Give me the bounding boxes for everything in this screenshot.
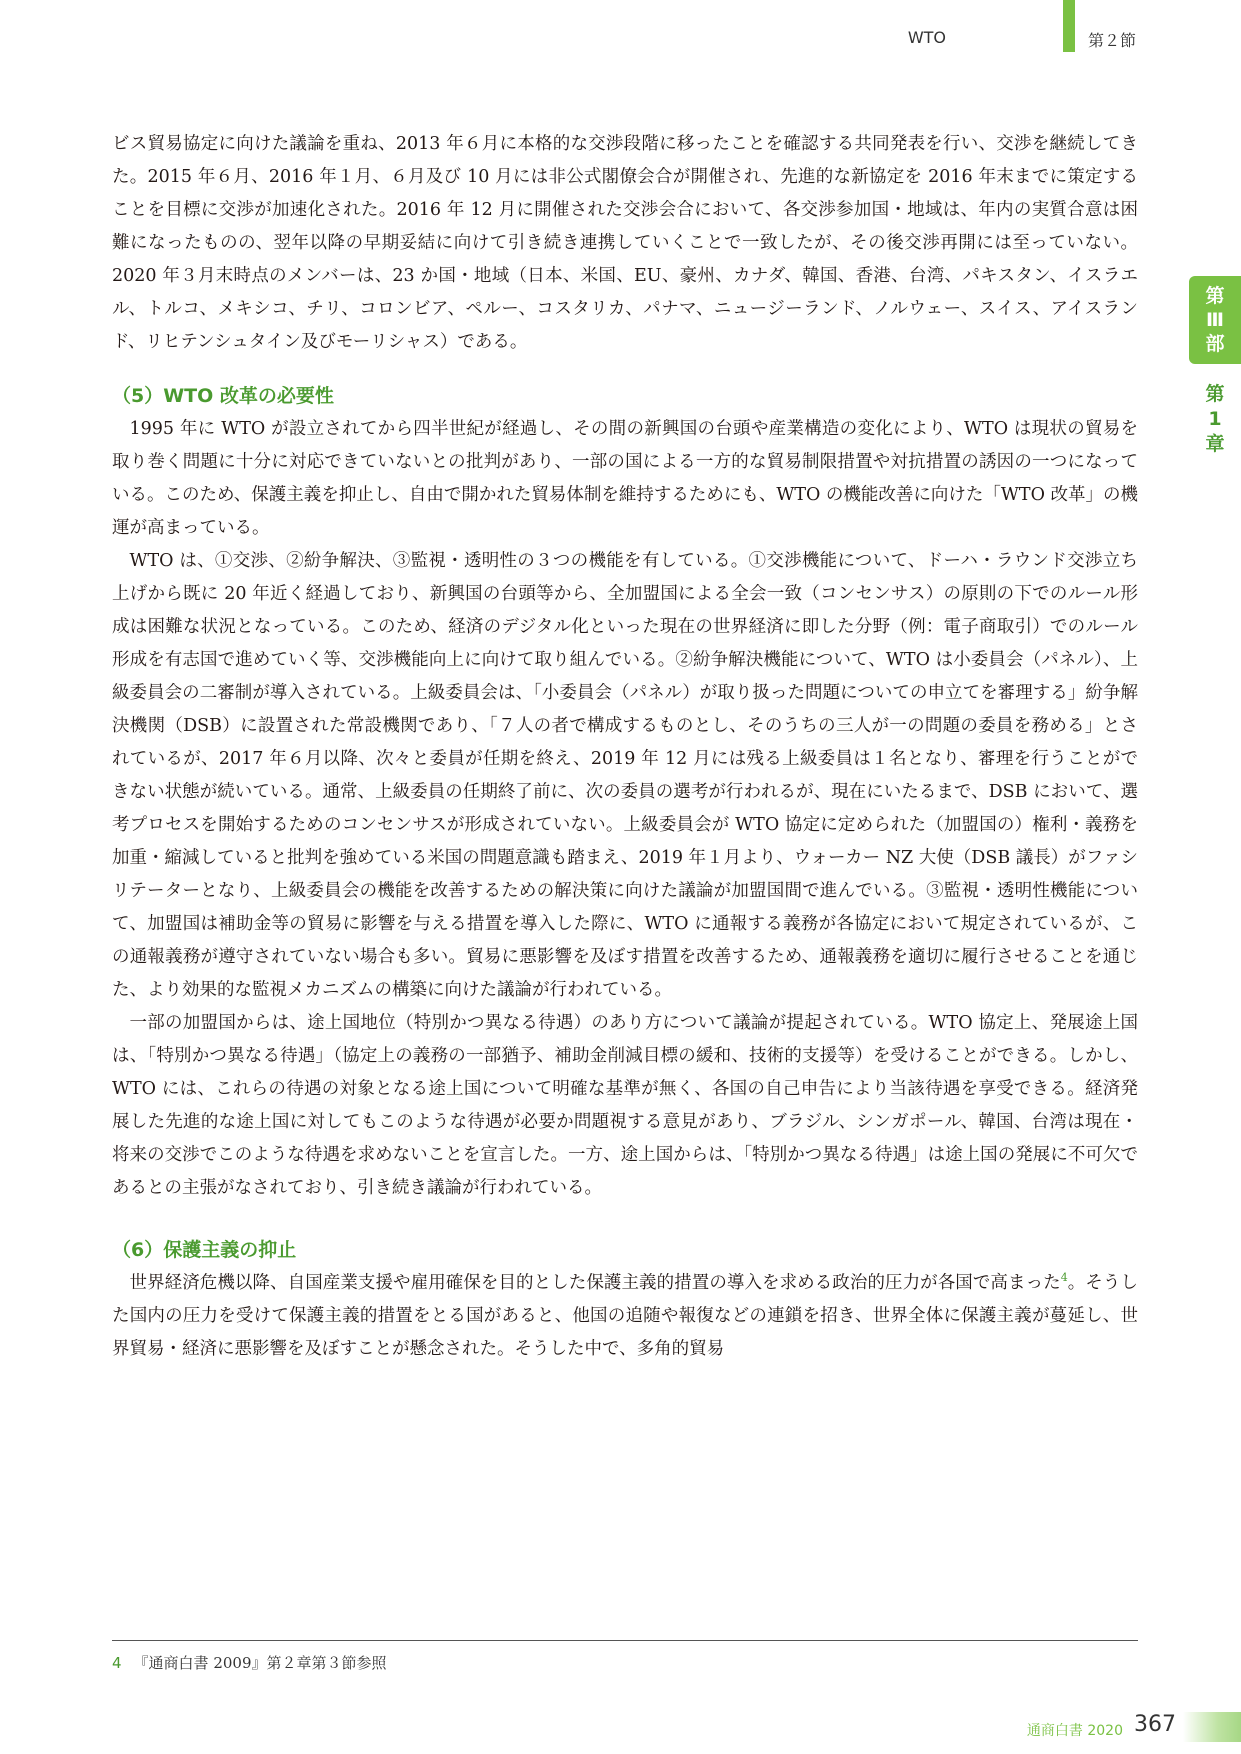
body-paragraph: WTO は、①交渉、②紛争解決、③監視・透明性の３つの機能を有している。①交渉機能について、ドーハ・ラウンド交渉立ち上げから既に 20 年近く経過しており、新興国の台頭等から、全加盟国による全会一致（コンセンサス）の原則の下でのルール形成は困難な状況となっている。このため、経済のデジタル化といった現在の世界経済に即した分野（例：電子商取引）でのルール形成を有志国で進めていく等、交渉機能向上に向けて取り組んでいる。②紛争解決機能について、WTO は小委員会（パネル）、上級委員会の二審制が導入されている。上級委員会は、「小委員会（パネル）が取り扱った問題についての申立てを審理する」紛争解決機関（DSB）に設置された常設機関であり、「７人の者で構成するものとし、そのうちの三人が一の問題の委員を務める」とされているが、2017 年６月以降、次々と委員が任期を終え、2019 年 12 月には残る上級委員は１名となり、審理を行うことができない状態が続いている。通常、上級委員の任期終了前に、次の委員の選考が行われるが、現在にいたるまで、DSB において、選考プロセスを開始するためのコンセンサスが形成されていない。上級委員会が WTO 協定に定められた（加盟国の）権利・義務を加重・縮減していると批判を強めている米国の問題意識も踏まえ、2019 年１月より、ウォーカー NZ 大使（DSB 議長）がファシリテーターとなり、上級委員会の機能を改善するための解決策に向けた議論が加盟国間で進んでいる。③監視・透明性機能について、加盟国は補助金等の貿易に影響を与える措置を導入した際に、WTO に通報する義務が各協定において規定されているが、この通報義務が遵守されていない場合も多い。貿易に悪影響を及ぼす措置を改善するため、通報義務を適切に履行させることを通じた、より効果的な監視メカニズムの構築に向けた議論が行われている。: [112, 551, 1138, 1000]
chapter-label-char: 第: [1205, 383, 1225, 405]
book-title-footer: 通商白書 2020: [1026, 1723, 1123, 1739]
chapter-index-label: [1189, 382, 1241, 457]
footnote-divider: [112, 1640, 1138, 1641]
footnote-reference[interactable]: 4: [1060, 1271, 1068, 1285]
page-number: 367: [1134, 1712, 1176, 1737]
part-index-tab: [1189, 276, 1241, 364]
body-paragraph: ビス貿易協定に向けた議論を重ね、2013 年６月に本格的な交渉段階に移ったことを確認する共同発表を行い、交渉を継続してきた。2015 年６月、2016 年１月、６月及び 10 月には非公式閣僚会合が開催され、先進的な新協定を 2016 年末までに策定することを目標に交渉が加速化された。2016 年 12 月に開催された交渉会合において、各交渉参加国・地域は、年内の実質合意は困難になったものの、翌年以降の早期妥結に向けて引き続き連携していくことで一致したが、その後交渉再開には至っていない。2020 年３月末時点のメンバーは、23 か国・地域（日本、米国、EU、豪州、カナダ、韓国、香港、台湾、パキスタン、イスラエル、トルコ、メキシコ、チリ、コロンビア、ペルー、コスタリカ、パナマ、ニュージーランド、ノルウェー、スイス、アイスランド、リヒテンシュタイン及びモーリシャス）である。: [112, 134, 1138, 352]
footnote-number: 4: [112, 1654, 122, 1672]
paragraph-text: 。そうした国内の圧力を受けて保護主義的措置をとる国があると、他国の追随や報復などの連鎖を招き、世界全体に保護主義が蔓延し、世界貿易・経済に悪影響を及ぼすことが懸念された。そうした中で、多角的貿易: [112, 1273, 1138, 1359]
body-paragraph: 1995 年に WTO が設立されてから四半世紀が経過し、その間の新興国の台頭や産業構造の変化により、WTO は現状の貿易を取り巻く問題に十分に対応できていないとの批判があり、一部の国による一方的な貿易制限措置や対抗措置の誘因の一つになっている。このため、保護主義を抑止し、自由で開かれた貿易体制を維持するためにも、WTO の機能改善に向けた「WTO 改革」の機運が高まっている。: [112, 419, 1138, 538]
main-content: [112, 128, 1138, 1366]
running-header-section: WTO: [907, 28, 946, 47]
body-paragraph: [112, 1267, 1138, 1366]
footnote: [112, 1652, 387, 1673]
part-tab-char: 第: [1205, 285, 1225, 307]
chapter-label-char: 1: [1208, 408, 1222, 430]
body-paragraph: 一部の加盟国からは、途上国地位（特別かつ異なる待遇）のあり方について議論が提起されている。WTO 協定上、発展途上国は、「特別かつ異なる待遇」（協定上の義務の一部猶予、補助金削減目標の緩和、技術的支援等）を受けることができる。しかし、WTO には、これらの待遇の対象となる途上国について明確な基準が無く、各国の自己申告により当該待遇を享受できる。経済発展した先進的な途上国に対してもこのような待遇が必要か問題視する意見があり、ブラジル、シンガポール、韓国、台湾は現在・将来の交渉でこのような待遇を求めないことを宣言した。一方、途上国からは、「特別かつ異なる待遇」は途上国の発展に不可欠であるとの主張がなされており、引き続き議論が行われている。: [112, 1013, 1138, 1198]
paragraph-text: 世界経済危機以降、自国産業支援や雇用確保を目的とした保護主義的措置の導入を求める政治的圧力が各国で高まった: [129, 1273, 1061, 1293]
section-heading-5: （5）WTO 改革の必要性: [112, 385, 334, 407]
header-accent-bar: [1063, 0, 1075, 52]
footer-accent-bar: [1183, 1712, 1241, 1742]
running-header-chapter: 第２節: [1088, 31, 1137, 50]
footnote-text: 『通商白書 2009』第２章第３節参照: [133, 1654, 387, 1672]
chapter-label-char: 章: [1205, 433, 1225, 455]
part-tab-char: Ⅲ: [1206, 309, 1224, 331]
section-heading-6: （6）保護主義の抑止: [112, 1239, 297, 1261]
part-tab-char: 部: [1205, 333, 1225, 355]
